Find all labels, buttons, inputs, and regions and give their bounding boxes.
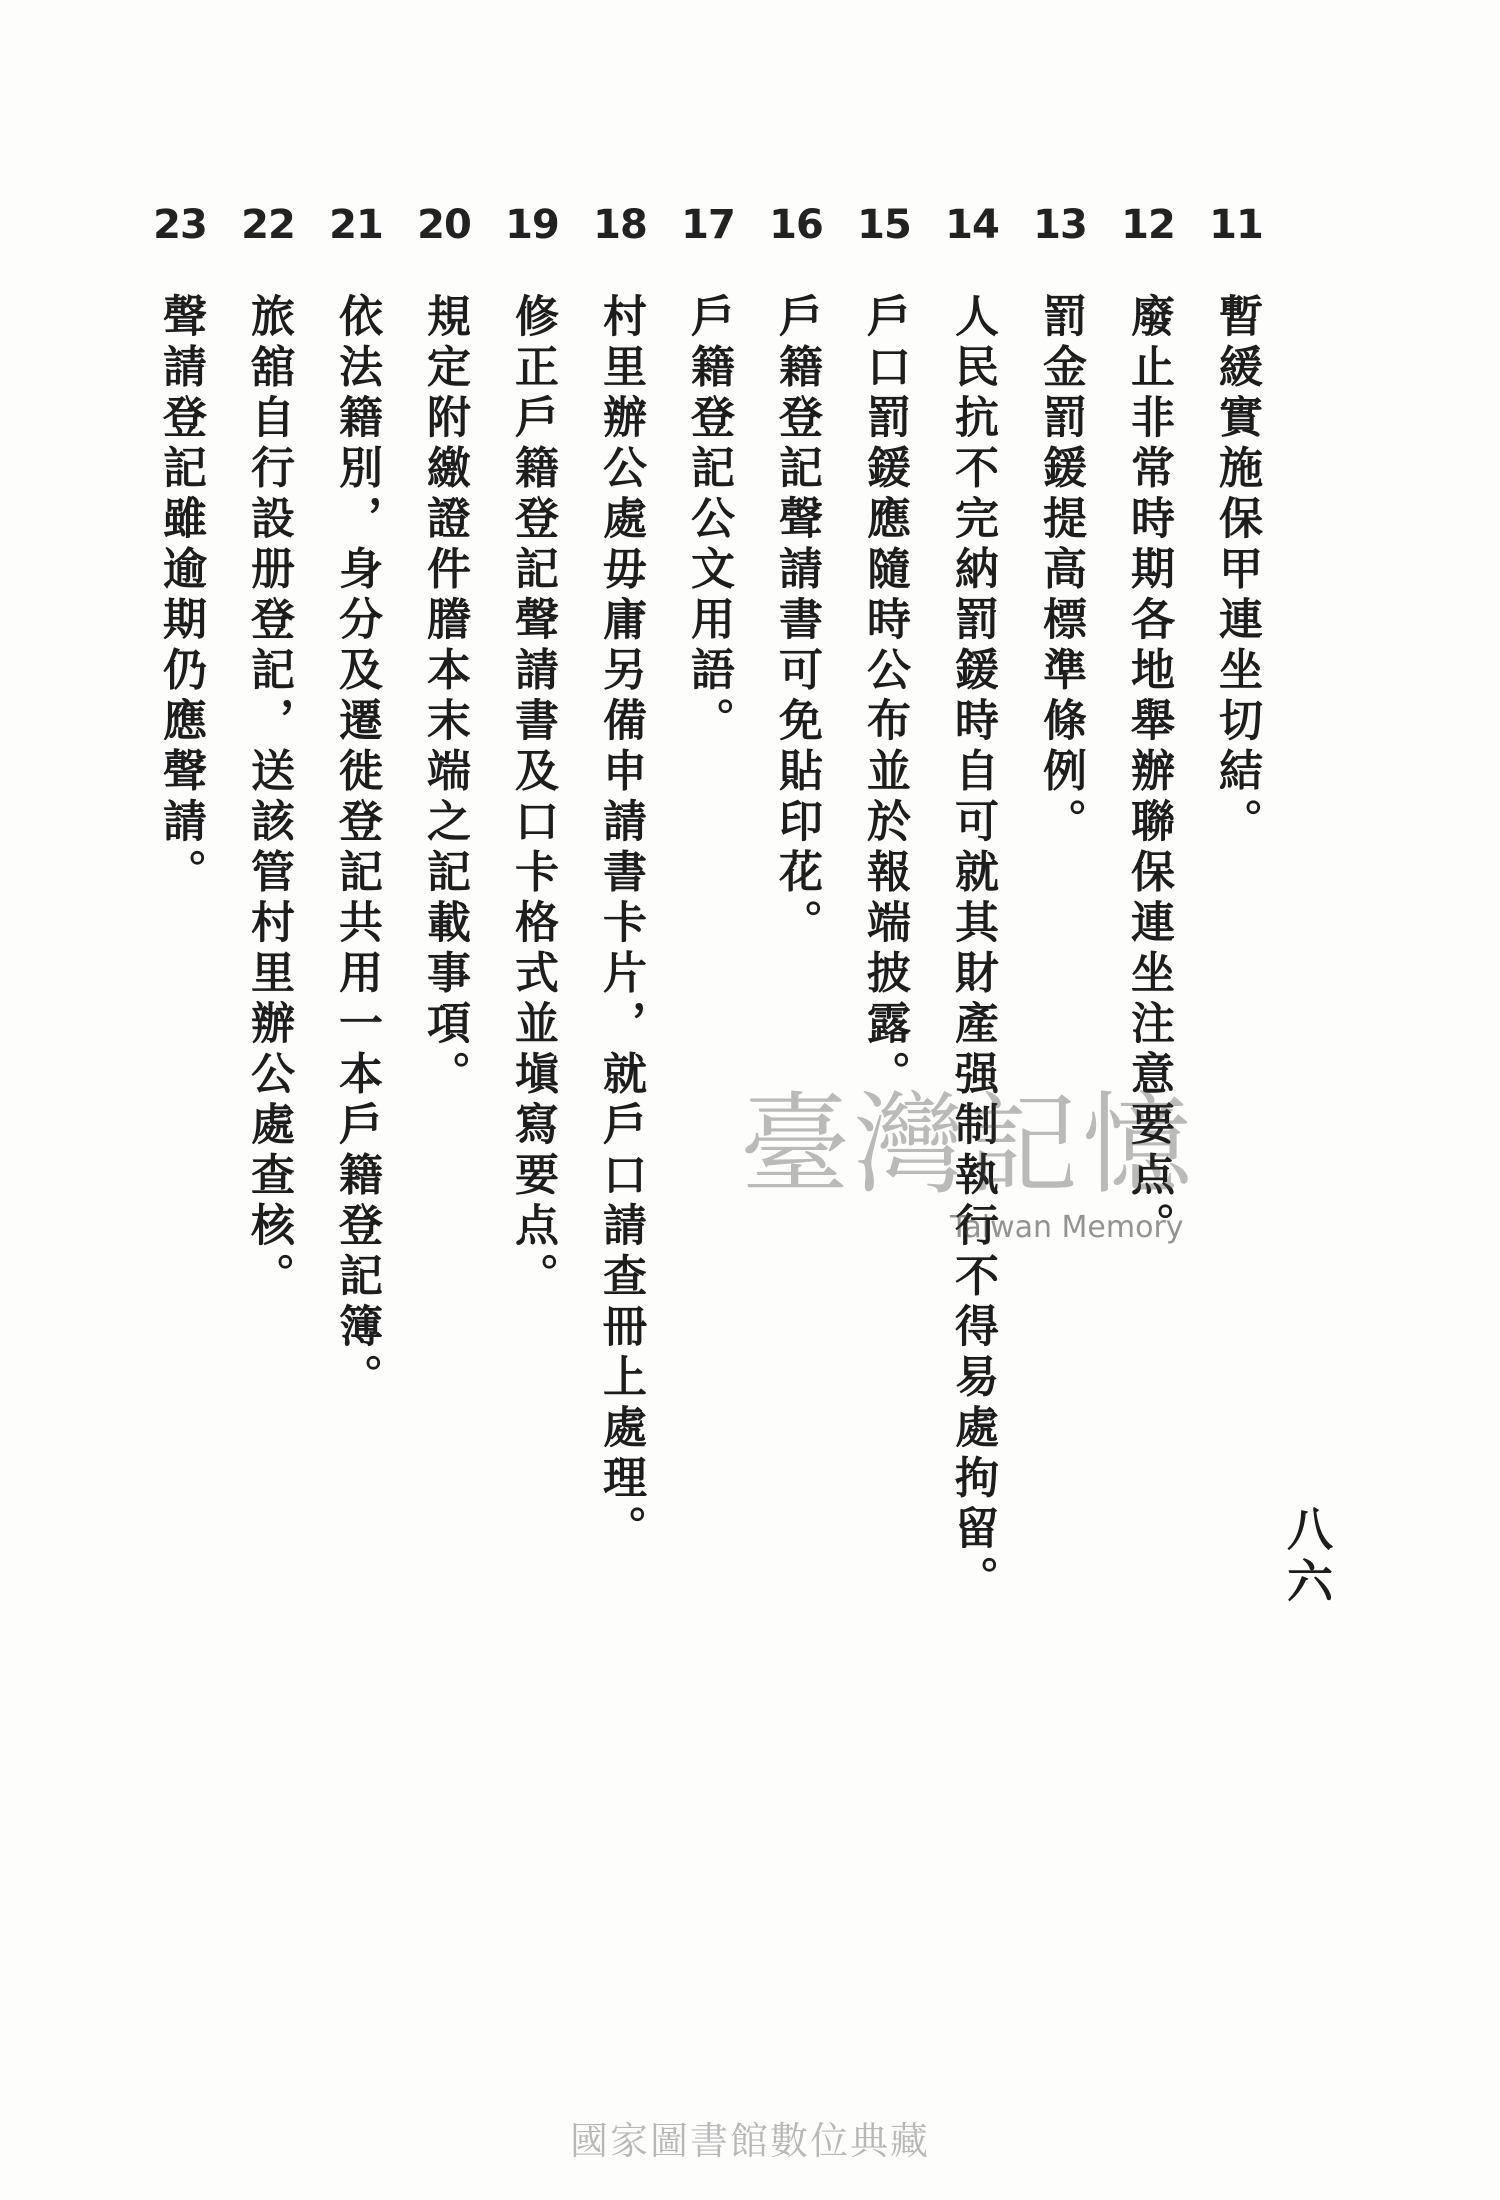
- list-item: [576, 195, 664, 1606]
- item-text: 修正戶籍登記聲請書及口卡格式並塡寫要点。: [507, 293, 558, 1303]
- item-number: 11: [1209, 202, 1263, 248]
- item-text: 戶籍登記聲請書可免貼印花。: [771, 293, 822, 950]
- list-item: [840, 195, 928, 1606]
- list-item: [752, 195, 840, 1606]
- footer-credit: 國家圖書館數位典藏: [569, 2119, 930, 2163]
- item-text: 規定附繳證件謄本末端之記載事項。: [419, 293, 470, 1101]
- text-columns: [136, 195, 1280, 1606]
- item-text: 罰金罰鍰提高標準條例。: [1035, 293, 1086, 849]
- item-text: 戶口罰鍰應隨時公布並於報端披露。: [859, 293, 910, 1101]
- item-text: 暫緩實施保甲連坐切結。: [1211, 293, 1262, 849]
- item-number: 18: [593, 202, 647, 248]
- watermark-title: 臺灣記憶: [740, 1081, 1196, 1209]
- item-number: 15: [857, 202, 911, 248]
- list-item: [1104, 195, 1192, 1606]
- item-text: 依法籍別，身分及遷徙登記共用一本戶籍登記簿。: [331, 293, 382, 1404]
- item-text: 人民抗不完納罰鍰時自可就其財產强制執行不得易處拘留。: [947, 293, 998, 1606]
- list-item: [224, 195, 312, 1606]
- list-item: [136, 195, 224, 1606]
- item-number: 20: [417, 202, 471, 248]
- list-item: [400, 195, 488, 1606]
- list-item: [1016, 195, 1104, 1606]
- item-number: 16: [769, 202, 823, 248]
- watermark-subtitle: Taiwan Memory: [950, 1210, 1184, 1245]
- item-number: 14: [945, 202, 999, 248]
- item-text: 廢止非常時期各地舉辦聯保連坐注意要点。: [1123, 293, 1174, 1253]
- item-text: 村里辦公處毋庸另備申請書卡片，就戶口請查冊上處理。: [595, 293, 646, 1556]
- list-item: [312, 195, 400, 1606]
- list-item: [1192, 195, 1280, 1606]
- list-item: [664, 195, 752, 1606]
- list-item: [488, 195, 576, 1606]
- item-number: 21: [329, 202, 383, 248]
- item-number: 13: [1033, 202, 1087, 248]
- item-text: 戶籍登記公文用語。: [683, 293, 734, 748]
- item-number: 22: [241, 202, 295, 248]
- item-text: 旅舘自行設册登記，送該管村里辦公處查核。: [243, 293, 294, 1303]
- item-number: 23: [153, 202, 207, 248]
- list-item: [928, 195, 1016, 1606]
- item-number: 19: [505, 202, 559, 248]
- item-number: 12: [1121, 202, 1175, 248]
- page-number: 八六: [1280, 1505, 1334, 1609]
- item-text: 聲請登記雖逾期仍應聲請。: [155, 293, 206, 899]
- item-number: 17: [681, 202, 735, 248]
